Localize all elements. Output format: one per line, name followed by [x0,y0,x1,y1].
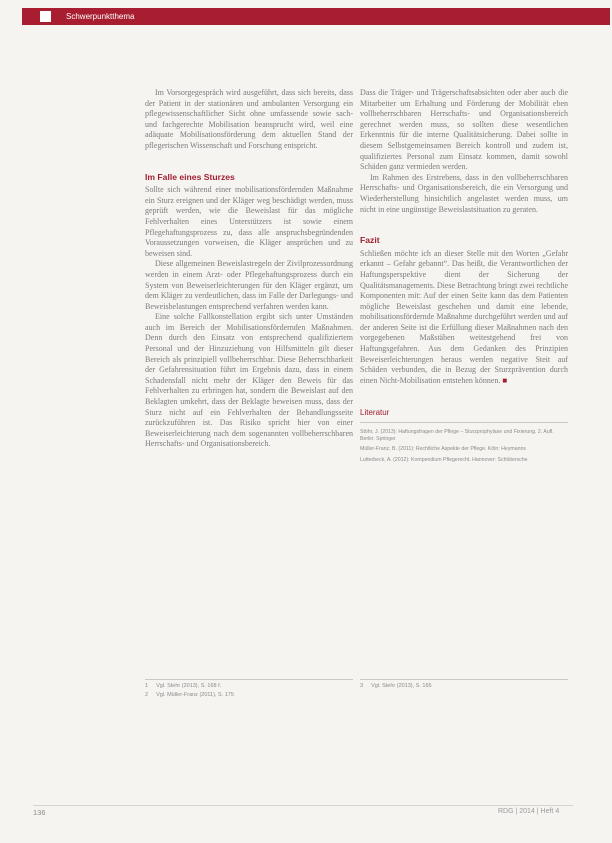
fazit-paragraph [360,249,568,387]
fazit-text: Schließen möchte ich an dieser Stelle mit den Worten „Gefahr erkannt – Gefahr gebannt“. Das heißt, die Verantwortlichen der Haftungsperspektive dient der Sicherung der Qualitätsmanagements. Diese Betrachtung bringt zwei rechtliche Komponenten mit: Auf der einen Seite kann das dem Patienten mögliche Beweislast geschehen und damit eine lebende, mobilisationsfördernde Maßnahme durchgeführt werden und auf der anderen Seite ist die Erfüllung dieser Maßnahmen nach den vorgegebenen Maßstäben weitestgehend frei von Haftungsgefahren. Aus dem Gedanken des Prinzipien Beweiserleichterungen heraus werden negative Steit auf Schäden verbunden, die in Bezug der Sturzprävention durch einen Nicht-Mobilisation entstehen können. [360,248,568,385]
body-paragraph: Im Rahmen des Erstrebens, dass in den vollbeherrschbaren Herrschafts- und Organisationsbereich, die ein Versorgung und Wiederherstellung hinsichtlich angelastet werden muss, um nicht in eine ungünstige Beweislastsituation zu geraten. [360,172,568,214]
body-paragraph: Sollte sich während einer mobilisationsfördernden Maßnahme ein Sturz ereignen und der Kläger weg beschädigt werden, muss geprüft werden, wie die Beweislast für das mögliche Fehlverhalten eines Unterstützers ist sowie einem Pflegehaftungsprozess zu, dass alle anspruchsbegründenden Voraussetzungen vorweisen, die Kläger ansprüchen und zu beweisen sind. [145,185,353,258]
footnote-text: Vgl. Stehr (2013), S. 165 [371,683,432,689]
section-heading: Im Falle eines Sturzes [145,171,235,182]
footnote-text: Vgl. Müller-Franz (2011), S. 175 [156,692,234,698]
header-square-icon [40,11,51,22]
footnote-number: 1 [145,683,149,689]
body-paragraph: Diese allgemeinen Beweislastregeln der Zivilprozessordnung werden in einem Arzt- oder Pflegehaftungsprozess durch ein System von Beweiserleichterungen für den Kläger ergänzt, um dem Kläger zu verdeutlichen, dass im Falle der Darlegungs- und Beweisbelastungen entsprechend verfahren werden kann. [145,259,353,311]
header-title: Schwerpunktthema [66,12,135,21]
intro-paragraph: Im Vorsorgegespräch wird ausgeführt, dass sich bereits, dass der Patient in der stationären und ambulanten Versorgung ein pflegewissenschaftlicher Sicht ohne umfassende sowie sach- und fachgerechte Mobilisation beansprucht wird, weil eine adäquate Mobilisationsförderung dem aktuellen Stand der pflegerischen Wissenschaft und Forschung entspricht. [145,88,353,150]
journal-footer: RDG | 2014 | Heft 4 [498,808,560,815]
footnote [145,691,353,700]
footer-rule [33,805,573,806]
footnote [360,682,568,691]
literatur-list [360,429,568,463]
right-footnotes [360,679,568,691]
right-column [360,88,568,467]
footnote-number: 2 [145,692,149,698]
left-footnotes [145,679,353,700]
body-paragraph: Eine solche Fallkonstellation ergibt sich unter Umständen auch im Bereich der Mobilisationsfördernden Maßnahmen. Denn durch den Einsatz von entsprechend qualifiziertem Personal und der Hinzuziehung von Hilfsmitteln gilt dieser Bereich als prinzipiell vollbeherrschbar. Diese Beherrschbarkeit der Gefahrensituation führt im Ergebnis dazu, dass in einem Schadensfall nicht mehr der Kläger den Beweis für das Fehlverhalten zu erbringen hat, sondern die Beweislast auf den Beklagten umkehrt, dass der Beklagte beweisen muss, dass der Sturz nicht auf ein Fehlverhalten der Behandlungsseite zurückzuführen ist. Das Risiko spricht hier von einer Beweiserleichterung nach dem sogenannten vollbeherrschbaren Herrschafts- und Organisationsbereich. [145,312,353,449]
end-mark-icon: ■ [502,375,508,385]
left-column [145,88,353,450]
footnote [145,682,353,691]
literatur-item: Stöhr, J. (2013): Haftungsfragen der Pflege – Sturzprophylaxe und Fixierung. 2. Aufl. Berlin: Springer [360,429,554,442]
fazit-heading: Fazit [360,235,380,246]
footnote-number: 3 [360,683,364,689]
page-number: 136 [33,808,46,817]
literatur-heading: Literatur [360,408,568,423]
footnote-text: Vgl. Stehr (2013), S. 168 f. [156,683,222,689]
literatur-item: Müller-Franz, B. (2011): Rechtliche Aspekte der Pflege. Köln: Heymanns [360,446,526,453]
body-paragraph: Dass die Träger- und Trägerschaftsabsichten oder aber auch die Mitarbeiter um Erhaltung und Förderung der Mobilität eben vollbeherrschbaren Herrschafts- und Organisationsbereich gerechnet werden muss, so sollten diese wesentlichen Erkenntnis für die interne Qualitätsicherung. Dabei sollte in diesem Selbstgemeinsamen Bereich kontroll und zudem ist, qualifiziertes Personal zum Einsatz kommen, damit sowohl Schäden ganz vermieden werden. [360,88,568,172]
literatur-item: Lutterbeck, A. (2012): Kompendium Pflegerecht. Hannover: Schlütersche [360,456,528,463]
